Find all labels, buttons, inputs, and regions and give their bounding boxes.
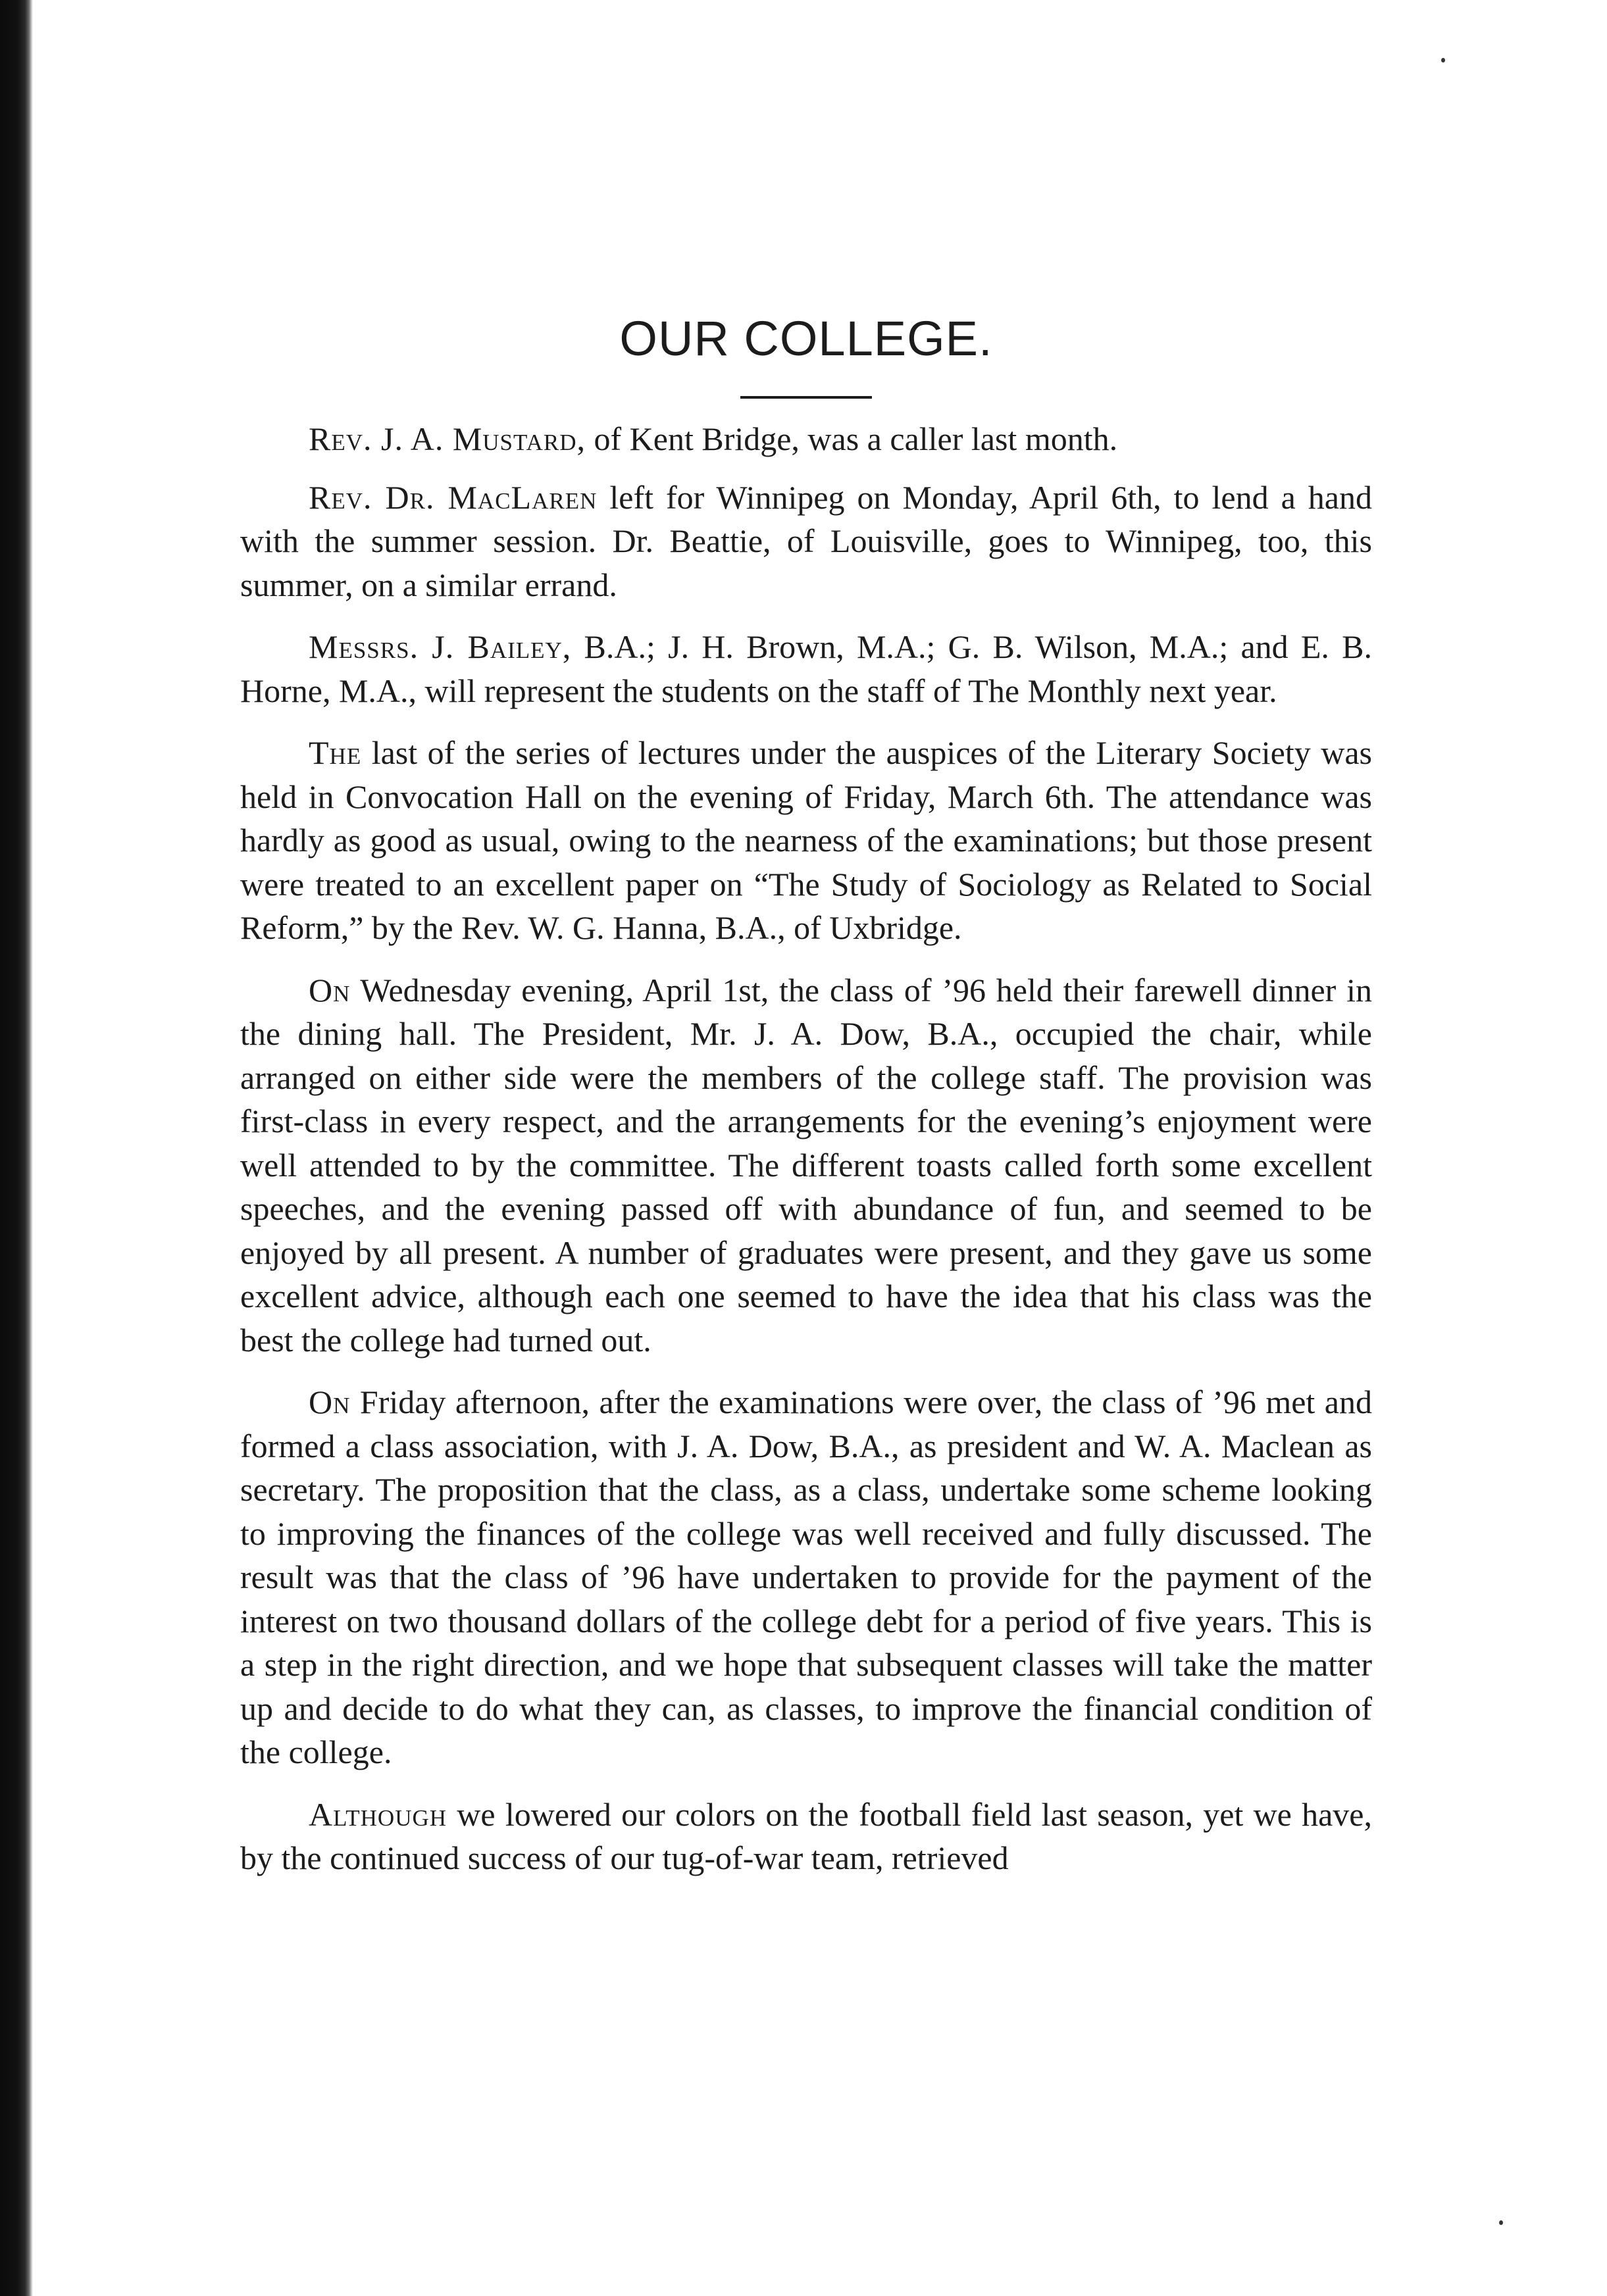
paragraph-tug-of-war [240, 1793, 1372, 1880]
title-rule [740, 396, 872, 399]
paragraph-lead: Rev. Dr. MacLaren [309, 478, 598, 516]
paragraph-lead: Although [309, 1795, 447, 1833]
ink-speck-top [1441, 58, 1445, 62]
paragraph-lead: Rev. J. A. Mustard, [309, 420, 586, 457]
paragraph-monthly-staff [240, 625, 1372, 712]
paragraph-lead: On [309, 971, 351, 1009]
paragraph-lead: The [309, 734, 362, 771]
paragraph-text: B.A.; J. H. Brown, M.A.; G. B. Wilson, M.A.; and E. B. Horne, M.A., will represent the students on the staff of The Monthly next year. [240, 628, 1373, 709]
paragraph-maclaren [240, 476, 1372, 607]
document-page [240, 309, 1372, 1899]
paragraph-lectures [240, 731, 1372, 950]
ink-speck-bottom [1499, 2220, 1503, 2225]
paragraph-farewell-dinner [240, 968, 1372, 1362]
paragraph-lead: Messrs. J. Bailey, [309, 628, 572, 665]
paragraph-mustard [240, 417, 1372, 461]
page-binding-edge [0, 0, 33, 2296]
paragraph-text: Wednesday evening, April 1st, the class of ’96 held their farewell dinner in the dining hall. The President, Mr. J. A. Dow, B.A., occupied the chair, while arranged on either side were the members of the college staff. The provision was first-class in every respect, and the arrangements for the evening’s enjoyment were well attended to by the committee. The different toasts called forth some excellent speeches, and the evening passed off with abundance of fun, and seemed to be enjoyed by all present. A number of graduates were present, and they gave us some excellent advice, although each one seemed to have the idea that his class was the best the college had turned out. [240, 971, 1372, 1359]
paragraph-text: left for Winnipeg on Monday, April 6th, to lend a hand with the summer session. Dr. Beattie, of Louisville, goes to Winnipeg, too, this summer, on a similar errand. [240, 478, 1372, 603]
paragraph-text: we lowered our colors on the football field last season, yet we have, by the continued success of our tug-of-war team, retrieved [240, 1795, 1372, 1876]
paragraph-text: last of the series of lectures under the auspices of the Literary Society was held in Convocation Hall on the evening of Friday, March 6th. The attendance was hardly as good as usual, owing to the nearness of the examinations; but those present were treated to an excellent paper on “The Study of Sociology as Related to Social Reform,” by the Rev. W. G. Hanna, B.A., of Uxbridge. [240, 734, 1372, 946]
paragraph-lead: On [309, 1384, 351, 1420]
paragraph-text: Friday afternoon, after the examinations were over, the class of ’96 met and formed a class association, with J. A. Dow, B.A., as president and W. A. Maclean as secretary. The proposition that the class, as a class, undertake some scheme looking to improving the finances of the college was well received and fully discussed. The result was that the class of ’96 have undertaken to provide for the payment of the interest on two thousand dollars of the college debt for a period of five years. This is a step in the right direction, and we hope that subsequent classes will take the matter up and decide to do what they can, as classes, to improve the financial condition of the college. [240, 1384, 1372, 1770]
page-title: OUR COLLEGE. [619, 311, 993, 366]
paragraph-text: of Kent Bridge, was a caller last month. [586, 420, 1118, 457]
paragraph-class-association [240, 1380, 1372, 1774]
